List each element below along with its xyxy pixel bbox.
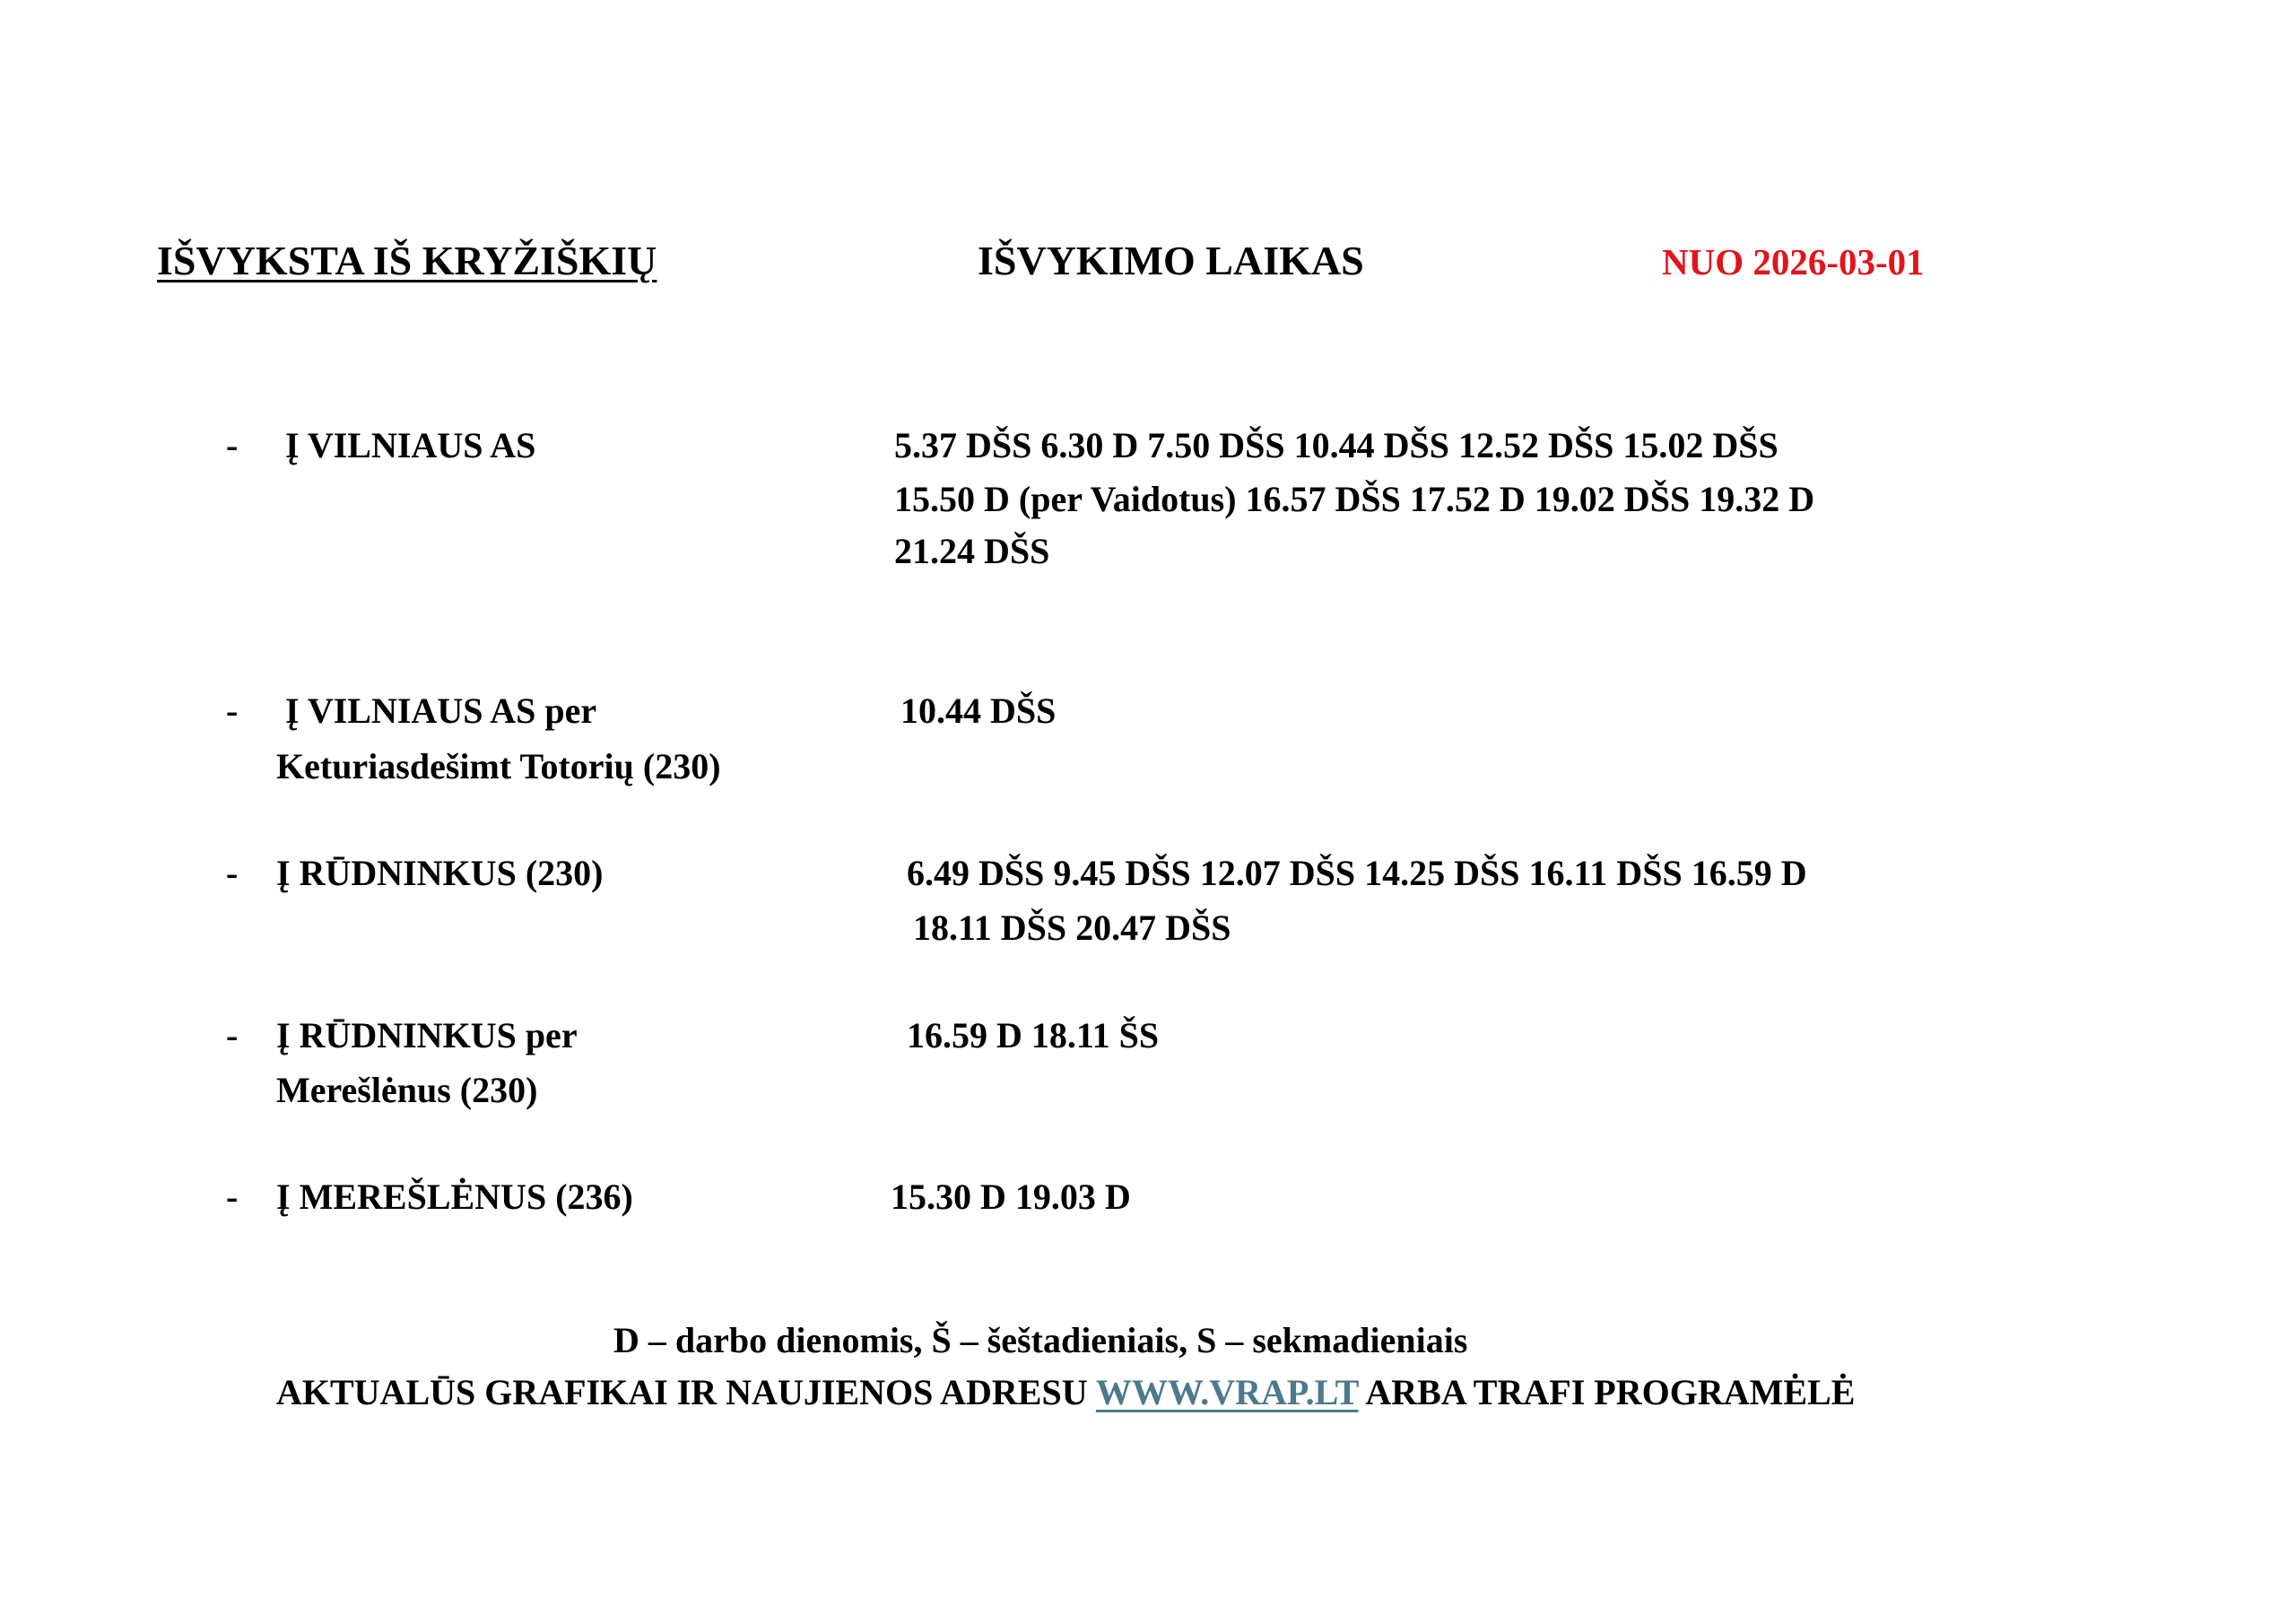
route-times-line: 6.49 DŠS 9.45 DŠS 12.07 DŠS 14.25 DŠS 16.11 DŠS 16.59 D (907, 853, 1807, 893)
route-destination: Į VILNIAUS AS per (285, 690, 597, 731)
route-times-line: 18.11 DŠS 20.47 DŠS (913, 908, 1231, 948)
route-bullet: - (226, 425, 239, 465)
route-bullet: - (226, 1015, 239, 1055)
route-destination: Į RŪDNINKUS (230) (276, 853, 604, 893)
route-times-line: 21.24 DŠS (894, 531, 1050, 571)
route-times-line: 16.59 D 18.11 ŠS (907, 1015, 1160, 1055)
route-times-line: 15.30 D 19.03 D (891, 1177, 1131, 1217)
schedule-legend: D – darbo dienomis, Š – šeštadieniais, S – sekmadieniais (613, 1320, 1468, 1360)
route-times-line: 10.44 DŠS (900, 690, 1057, 731)
departs-from-heading: IŠVYKSTA IŠ KRYŽIŠKIŲ (157, 238, 657, 283)
route-destination: Į MEREŠLĖNUS (236) (276, 1177, 633, 1217)
route-times-line: 5.37 DŠS 6.30 D 7.50 DŠS 10.44 DŠS 12.52 DŠS 15.02 DŠS (894, 425, 1779, 465)
valid-from-date: NUO 2026-03-01 (1662, 241, 1925, 282)
route-times-line: 15.50 D (per Vaidotus) 16.57 DŠS 17.52 D 19.02 DŠS 19.32 D (894, 479, 1815, 519)
route-bullet: - (226, 690, 239, 731)
info-line (276, 1372, 1856, 1412)
route-destination: Į RŪDNINKUS per (276, 1015, 578, 1055)
info-suffix: ARBA TRAFI PROGRAMĖLĖ (1365, 1372, 1856, 1412)
website-link[interactable]: WWW.VRAP.LT (1095, 1372, 1359, 1412)
route-destination-line2: Keturiasdešimt Totorių (230) (276, 746, 721, 786)
route-destination-line2: Merešlėnus (230) (276, 1070, 538, 1110)
departure-time-heading: IŠVYKIMO LAIKAS (978, 238, 1364, 283)
route-destination: Į VILNIAUS AS (285, 425, 536, 465)
route-bullet: - (226, 853, 239, 893)
route-bullet: - (226, 1177, 239, 1217)
info-prefix: AKTUALŪS GRAFIKAI IR NAUJIENOS ADRESU (276, 1372, 1088, 1412)
